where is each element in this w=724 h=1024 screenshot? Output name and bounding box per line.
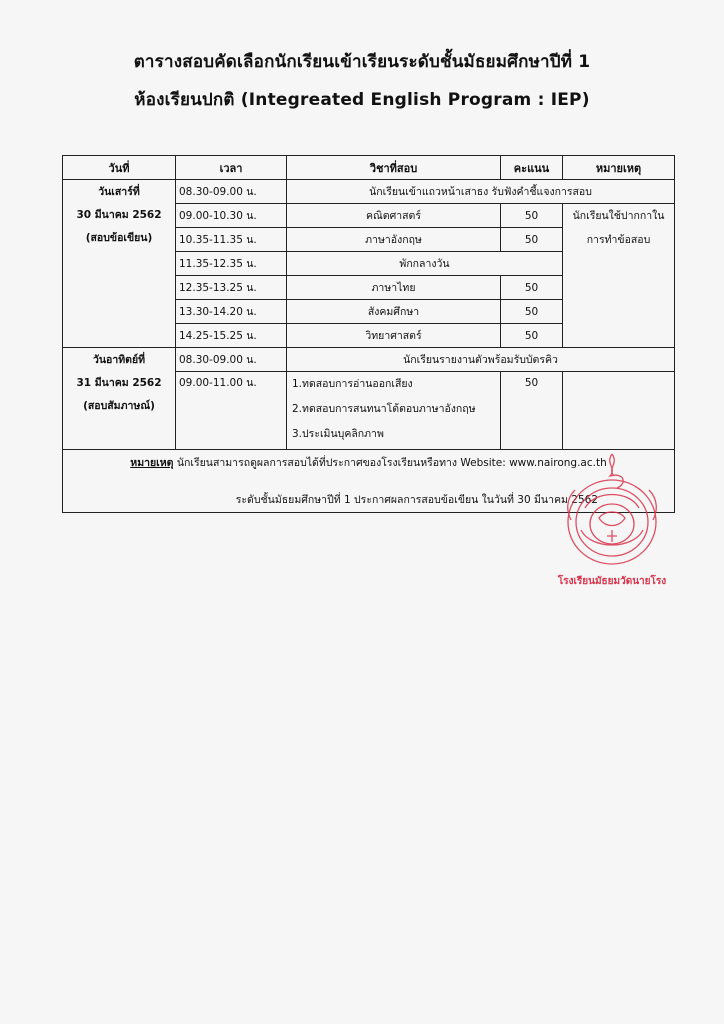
subject-cell: นักเรียนรายงานตัวพร้อมรับบัตรคิว	[287, 348, 675, 372]
day1-type: (สอบข้อเขียน)	[85, 232, 153, 244]
score-cell: 50	[501, 372, 563, 450]
subject-cell: พักกลางวัน	[287, 252, 563, 276]
day2-type: (สอบสัมภาษณ์)	[83, 400, 155, 412]
header-subject: วิชาที่สอบ	[287, 156, 501, 180]
day2-remark-cell	[563, 372, 675, 450]
time-cell: 10.35-11.35 น.	[176, 228, 287, 252]
table-row	[63, 180, 675, 204]
time-cell: 09.00-11.00 น.	[176, 372, 287, 450]
day2-date: 31 มีนาคม 2562	[76, 377, 162, 389]
time-cell: 09.00-10.30 น.	[176, 204, 287, 228]
day2-weekday: วันอาทิตย์ที่	[92, 354, 146, 366]
subject-cell: คณิตศาสตร์	[287, 204, 501, 228]
table-row	[63, 348, 675, 372]
subject-cell: ภาษาไทย	[287, 276, 501, 300]
subject-list-item: 3.ประเมินบุคลิกภาพ	[292, 428, 384, 440]
subject-list-cell	[287, 372, 501, 450]
page-subtitle: ห้องเรียนปกติ (Integreated English Program : IEP)	[134, 90, 590, 110]
header-remark: หมายเหตุ	[563, 156, 675, 180]
subject-cell: วิทยาศาสตร์	[287, 324, 501, 348]
time-cell: 12.35-13.25 น.	[176, 276, 287, 300]
score-cell: 50	[501, 204, 563, 228]
subject-cell: นักเรียนเข้าแถวหน้าเสาธง รับฟังคำชี้แจงการสอบ	[287, 180, 675, 204]
remark-text-line2: ระดับชั้นมัธยมศึกษาปีที่ 1 ประกาศผลการสอบข้อเขียน ในวันที่ 30 มีนาคม 2562	[235, 494, 598, 506]
day1-note: นักเรียนใช้ปากกาใน การทำข้อสอบ	[563, 204, 675, 348]
score-cell: 50	[501, 228, 563, 252]
day2-cell	[63, 348, 176, 450]
header-time: เวลา	[176, 156, 287, 180]
remark-label: หมายเหตุ	[130, 457, 174, 469]
header-score: คะแนน	[501, 156, 563, 180]
header-day: วันที่	[63, 156, 176, 180]
school-seal-stamp	[555, 450, 670, 595]
time-cell: 14.25-15.25 น.	[176, 324, 287, 348]
day1-date: 30 มีนาคม 2562	[76, 209, 162, 221]
time-cell: 11.35-12.35 น.	[176, 252, 287, 276]
score-cell: 50	[501, 324, 563, 348]
subject-cell: ภาษาอังกฤษ	[287, 228, 501, 252]
header-row	[63, 156, 675, 180]
day1-cell	[63, 180, 176, 348]
subject-cell: สังคมศึกษา	[287, 300, 501, 324]
day1-weekday: วันเสาร์ที่	[98, 186, 140, 198]
time-cell: 13.30-14.20 น.	[176, 300, 287, 324]
subject-list-item: 2.ทดสอบการสนทนาโต้ตอบภาษาอังกฤษ	[292, 403, 476, 415]
page-title: ตารางสอบคัดเลือกนักเรียนเข้าเรียนระดับชั้นมัธยมศึกษาปีที่ 1	[133, 52, 591, 72]
subject-list-item: 1.ทดสอบการอ่านออกเสียง	[292, 378, 413, 390]
time-cell: 08.30-09.00 น.	[176, 180, 287, 204]
time-cell: 08.30-09.00 น.	[176, 348, 287, 372]
score-cell: 50	[501, 300, 563, 324]
score-cell: 50	[501, 276, 563, 300]
seal-text: โรงเรียนมัธยมวัดนายโรง	[557, 576, 667, 587]
remark-text: นักเรียนสามารถดูผลการสอบได้ที่ประกาศของโรงเรียนหรือทาง Website: www.nairong.ac.th	[176, 457, 607, 469]
